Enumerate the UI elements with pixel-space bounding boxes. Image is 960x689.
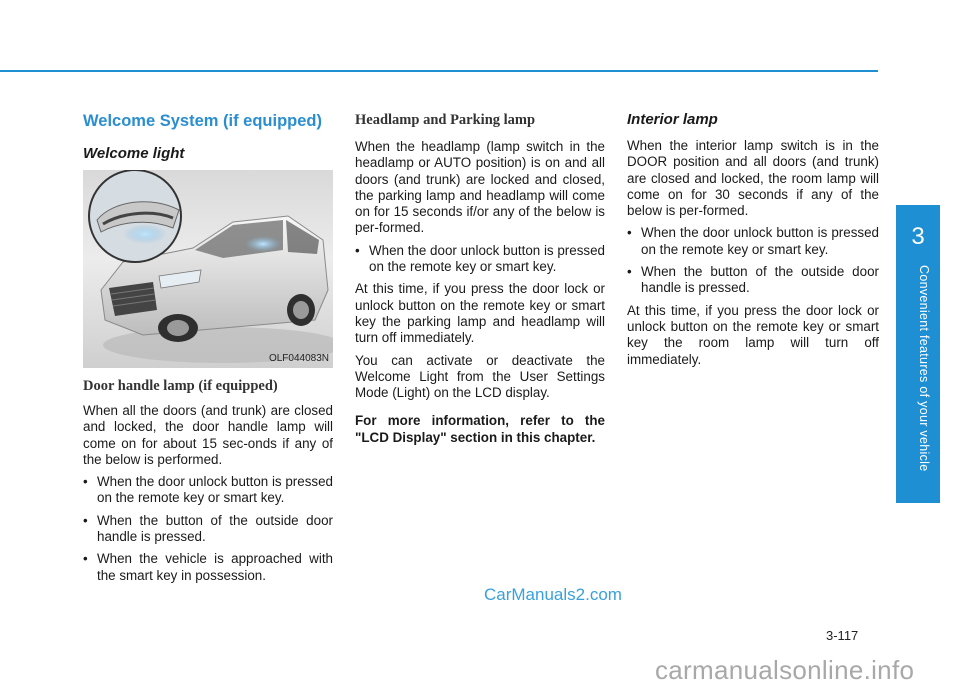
headlamp-text-3: You can activate or deactivate the Welcome Light from the User Settings Mode (Light) on the LCD display.	[355, 352, 605, 401]
column-welcome-system	[83, 108, 333, 590]
watermark-link[interactable]: CarManuals2.com	[484, 585, 622, 604]
headlamp-heading: Headlamp and Parking lamp	[355, 112, 536, 128]
headlamp-reference: For more information, refer to the "LCD Display" section in this chapter.	[355, 413, 605, 445]
interior-lamp-heading: Interior lamp	[627, 111, 718, 128]
list-item: • When the vehicle is approached with the smart key in possession.	[83, 551, 333, 583]
interior-lamp-text: When the interior lamp switch is in the DOOR position and all doors (and trunk) are closed and locked, the room lamp will come on for 30 seconds if any of the below is per-formed.	[627, 138, 879, 219]
header-rule	[0, 70, 878, 72]
chapter-tab	[896, 205, 940, 503]
subsection-title: Welcome light	[83, 145, 185, 162]
page-number: 3-117	[826, 628, 859, 643]
car-illustration	[83, 170, 333, 368]
chapter-title: Convenient features of your vehicle	[917, 265, 931, 472]
interior-lamp-text-2: At this time, if you press the door lock or unlock button on the remote key or smart key the room lamp will turn off immediately.	[627, 302, 879, 367]
list-item: • When the door unlock button is pressed on the remote key or smart key.	[83, 474, 333, 506]
list-item: • When the button of the outside door handle is pressed.	[627, 264, 879, 296]
chapter-number: 3	[911, 223, 925, 250]
headlamp-text-2: At this time, if you press the door lock or unlock button on the remote key or smart key the parking lamp and headlamp will turn off immediately.	[355, 281, 605, 346]
headlamp-text: When the headlamp (lamp switch in the headlamp or AUTO position) is on and all doors (and trunk) are locked and closed, the parking lamp and headlamp will come on for 15 seconds if/or any of the below is per-formed.	[355, 139, 605, 236]
list-item: • When the door unlock button is pressed on the remote key or smart key.	[627, 225, 879, 257]
list-item: • When the button of the outside door handle is pressed.	[83, 512, 333, 545]
headlamp-bullets	[355, 243, 605, 276]
watermark-text: carmanualsonline.info	[655, 655, 915, 685]
door-handle-text: When all the doors (and trunk) are closed and locked, the door handle lamp will come on for about 15 sec-onds if any of the below is performed.	[83, 403, 333, 467]
interior-lamp-bullets	[627, 225, 879, 296]
column-interior-lamp	[627, 108, 879, 374]
list-item: • When the door unlock button is pressed on the remote key or smart key.	[355, 242, 605, 275]
door-handle-bullets	[83, 474, 333, 584]
door-handle-heading: Door handle lamp (if equipped)	[83, 378, 278, 394]
section-title: Welcome System (if equipped)	[83, 112, 322, 130]
column-headlamp	[355, 108, 605, 452]
welcome-light-figure	[83, 170, 333, 368]
figure-code: OLF044083N	[268, 353, 329, 364]
